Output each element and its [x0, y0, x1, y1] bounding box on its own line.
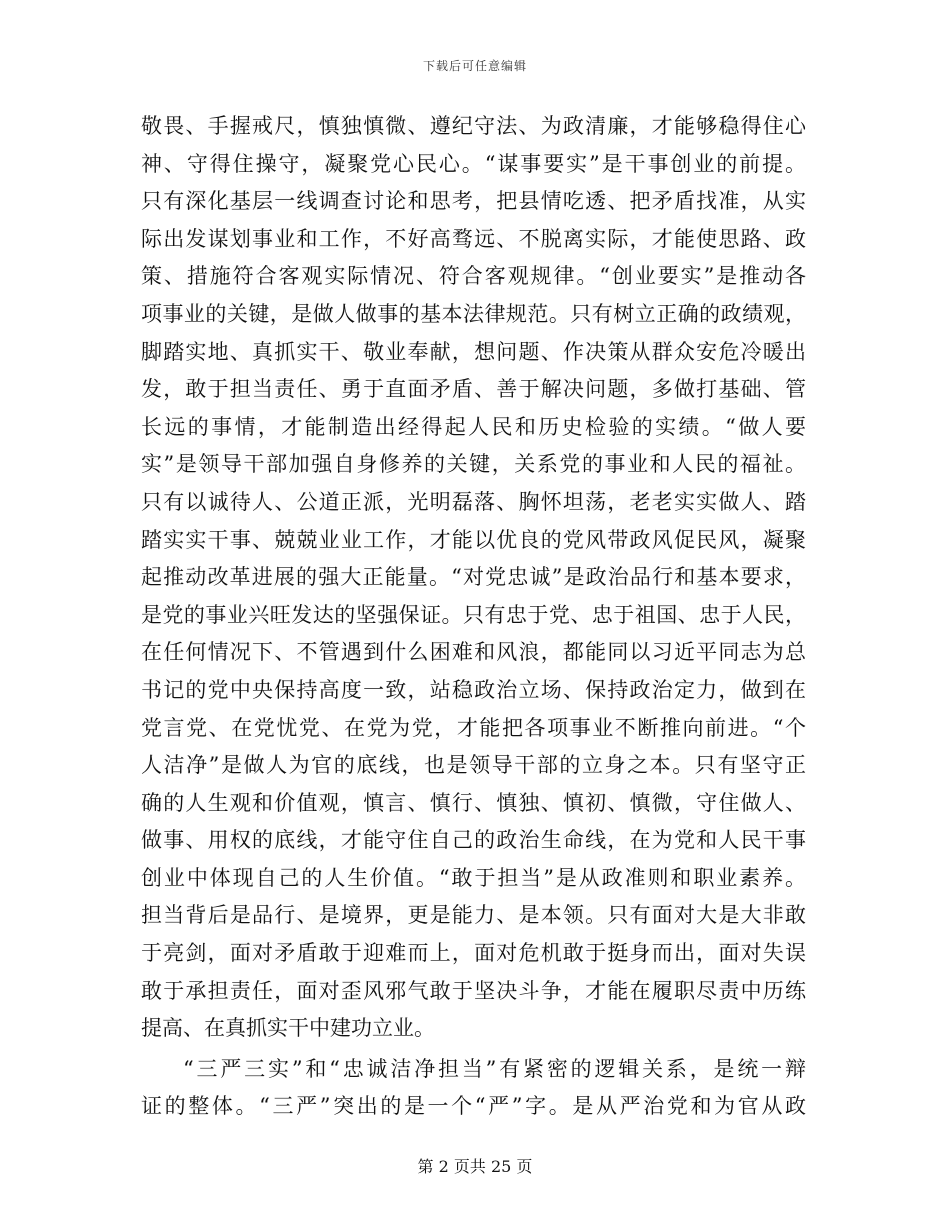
text-line: 发，敢于担当责任、勇于直面矛盾、善于解决问题，多做打基础、管	[141, 377, 806, 402]
text-line: 做事、用权的底线，才能守住自己的政治生命线，在为党和人民干事	[141, 828, 806, 853]
text-line: 际出发谋划事业和工作，不好高骛远、不脱离实际，才能使思路、政	[141, 226, 806, 251]
text-line: 创业中体现自己的人生价值。“敢于担当”是从政准则和职业素养。	[141, 865, 806, 890]
page-number: 第 2 页共 25 页	[417, 1157, 533, 1176]
text-line: 于亮剑，面对矛盾敢于迎难而上，面对危机敢于挺身而出，面对失误	[141, 941, 806, 966]
text-line: 担当背后是品行、是境界，更是能力、是本领。只有面对大是大非敢	[141, 903, 806, 928]
paragraph-2	[141, 1051, 806, 1126]
text-line: 提高、在真抓实干中建功立业。	[141, 1016, 435, 1041]
text-line: 只有深化基层一线调查讨论和思考，把县情吃透、把矛盾找准，从实	[141, 189, 806, 214]
text-line: 敢于承担责任，面对歪风邪气敢于坚决斗争，才能在履职尽责中历练	[141, 978, 806, 1003]
text-line: 确的人生观和价值观，慎言、慎行、慎独、慎初、慎微，守住做人、	[141, 790, 806, 815]
text-line: 人洁净”是做人为官的底线，也是领导干部的立身之本。只有坚守正	[141, 753, 806, 778]
text-line: 项事业的关键，是做人做事的基本法律规范。只有树立正确的政绩观，	[141, 301, 806, 326]
text-line: 书记的党中央保持高度一致，站稳政治立场、保持政治定力，做到在	[141, 677, 806, 702]
text-line: 起推动改革进展的强大正能量。“对党忠诚”是政治品行和基本要求，	[141, 565, 806, 590]
text-line: “三严三实”和“忠诚洁净担当”有紧密的逻辑关系，是统一辩	[183, 1056, 806, 1081]
text-line: 长远的事情，才能制造出经得起人民和历史检验的实绩。“做人要	[141, 414, 806, 439]
paragraph-1	[141, 108, 806, 1048]
text-line: 神、守得住操守，凝聚党心民心。“谋事要实”是干事创业的前提。	[141, 151, 806, 176]
text-line: 是党的事业兴旺发达的坚强保证。只有忠于党、忠于祖国、忠于人民，	[141, 602, 806, 627]
text-line: 敬畏、手握戒尺，慎独慎微、遵纪守法、为政清廉，才能够稳得住心	[141, 114, 806, 138]
text-line: 脚踏实地、真抓实干、敬业奉献，想问题、作决策从群众安危冷暖出	[141, 339, 806, 364]
text-line: 党言党、在党忧党、在党为党，才能把各项事业不断推向前进。“个	[141, 715, 806, 740]
text-line: 实”是领导干部加强自身修养的关键，关系党的事业和人民的福祉。	[141, 452, 806, 477]
body-text	[141, 108, 806, 1126]
text-line: 策、措施符合客观实际情况、符合客观规律。“创业要实”是推动各	[141, 264, 806, 289]
header-note: 下载后可任意编辑	[422, 59, 527, 73]
text-line: 只有以诚待人、公道正派，光明磊落、胸怀坦荡，老老实实做人、踏	[141, 489, 806, 514]
text-line: 证的整体。“三严”突出的是一个“严”字。是从严治党和为官从政	[141, 1094, 806, 1119]
text-line: 踏实实干事、兢兢业业工作，才能以优良的党风带政风促民风，凝聚	[141, 527, 806, 552]
text-line: 在任何情况下、不管遇到什么困难和风浪，都能同以习近平同志为总	[141, 640, 806, 665]
